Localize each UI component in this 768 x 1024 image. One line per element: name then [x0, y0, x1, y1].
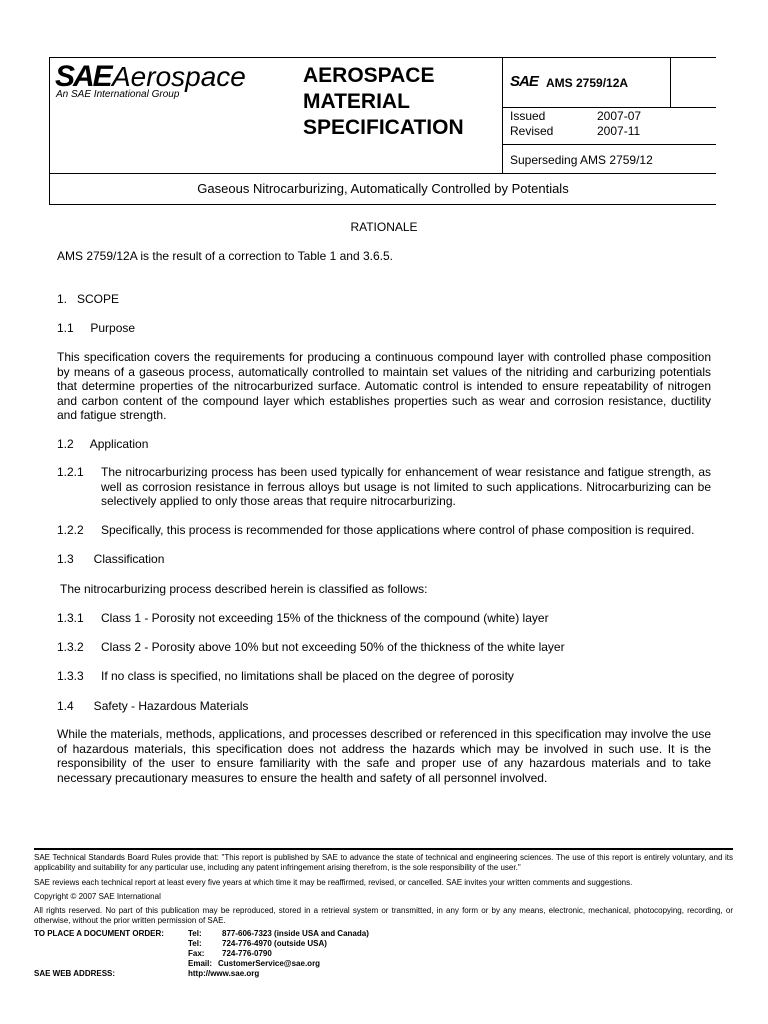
footer-rule: [34, 848, 733, 850]
aerospace-logo-text: Aerospace: [112, 61, 246, 92]
section-purpose-heading: 1.1 Purpose: [57, 321, 136, 335]
footer-copyright: Copyright © 2007 SAE International: [34, 892, 161, 901]
item-1-2-2-text: Specifically, this process is recommended for those applications where control of phase composition is required.: [101, 523, 695, 537]
title-line-2: MATERIAL: [303, 90, 410, 113]
item-1-3-1-text: Class 1 - Porosity not exceeding 15% of the thickness of the compound (white) layer: [101, 611, 549, 625]
web-label: SAE WEB ADDRESS:: [34, 969, 116, 978]
footer-rights-text: All rights reserved. No part of this publication may be reproduced, stored in a retrieval system or transmitted, in any form or by any means, electronic, mechanical, photocopying, recording, or otherwise, without the prior written permission of SAE.: [34, 906, 733, 925]
purpose-paragraph: This specification covers the requirements for producing a continuous compound layer with controlled phase composition by means of a gaseous process, automatically controlled to maintain set values of the nitriding and carburizing potentials that determine properties of the nitrocarburized surface. Automatic control is intended to ensure repeatability of nitrogen and carbon content of the compound layer which establishes properties such as wear and corrosion resistance, ductility and fatigue strength.: [57, 350, 711, 422]
header-border-bottom: [49, 204, 716, 205]
issued-value: 2007-07: [597, 109, 642, 123]
document-number: AMS 2759/12A: [546, 76, 629, 90]
item-1-2-2-number: 1.2.2: [57, 523, 84, 537]
order-label: TO PLACE A DOCUMENT ORDER:: [34, 929, 164, 938]
section-classification-heading: 1.3 Classification: [57, 552, 165, 566]
sae-mark-small: SAE: [510, 73, 538, 90]
item-1-3-2-number: 1.3.2: [57, 640, 84, 654]
email-link[interactable]: CustomerService@sae.org: [218, 959, 321, 968]
document-type-title: [303, 63, 493, 141]
title-line-1: AEROSPACE: [303, 64, 435, 87]
logo-subtitle: An SAE International Group: [56, 89, 180, 100]
item-1-3-3-number: 1.3.3: [57, 669, 84, 683]
header-border-middle: [49, 173, 716, 174]
safety-paragraph: While the materials, methods, applications, and processes described or referenced in this specification may involve the use of hazardous materials, this specification does not address the hazards which may be involved in such use. It is the responsibility of the user to ensure familiarity with the safe and proper use of any hazardous materials and to take necessary precautionary measures to ensure the health and safety of all personnel involved.: [57, 727, 711, 785]
footer-rules-text: SAE Technical Standards Board Rules provide that: "This report is published by SAE to advance the state of technical and engineering sciences. The use of this report is entirely voluntary, and its applicability and suitability for any particular use, including any patent infringement arising therefrom, is the sole responsibility of the user.": [34, 853, 733, 872]
header-divider-vertical: [502, 57, 503, 174]
sae-logo: SAE: [55, 60, 111, 93]
header-border-top: [49, 57, 716, 58]
title-line-3: SPECIFICATION: [303, 116, 464, 139]
header-divider-vertical-right: [670, 57, 671, 107]
fax-value: 724-776-0790: [222, 949, 272, 958]
revised-value: 2007-11: [597, 124, 641, 138]
item-1-3-1-number: 1.3.1: [57, 611, 84, 625]
issued-label: Issued: [510, 109, 546, 123]
tel2-label: Tel:: [188, 939, 202, 948]
item-1-2-1-number: 1.2.1: [57, 465, 84, 479]
web-link[interactable]: http://www.sae.org: [188, 969, 260, 978]
superseding-note: Superseding AMS 2759/12: [510, 153, 653, 167]
fax-label: Fax:: [188, 949, 205, 958]
item-1-3-2-text: Class 2 - Porosity above 10% but not exceeding 50% of the thickness of the white layer: [101, 640, 565, 654]
header-divider-dates: [502, 144, 716, 145]
tel1-value: 877-606-7323 (inside USA and Canada): [222, 929, 369, 938]
email-label: Email:: [188, 959, 213, 968]
tel1-label: Tel:: [188, 929, 202, 938]
item-1-2-1-text: The nitrocarburizing process has been used typically for enhancement of wear resistance and fatigue strength, as well as corrosion resistance in ferrous alloys but usage is not limited to such applications. Nitrocarburizing can be selectively applied to only those areas that require nitrocarburizing.: [101, 465, 711, 508]
rationale-heading: RATIONALE: [350, 220, 418, 234]
rationale-text: AMS 2759/12A is the result of a correction to Table 1 and 3.6.5.: [57, 249, 393, 263]
header-divider-docnum: [502, 107, 716, 108]
classification-intro: The nitrocarburizing process described herein is classified as follows:: [60, 582, 428, 596]
section-scope-heading: 1. SCOPE: [57, 292, 120, 306]
item-1-3-3-text: If no class is specified, no limitations shall be placed on the degree of porosity: [101, 669, 514, 683]
tel2-value: 724-776-4970 (outside USA): [222, 939, 327, 948]
footer-review-text: SAE reviews each technical report at least every five years at which time it may be reaffirmed, revised, or cancelled. SAE invites your written comments and suggestions.: [34, 878, 633, 887]
section-application-heading: 1.2 Application: [57, 437, 149, 451]
revised-label: Revised: [510, 124, 554, 138]
section-safety-heading: 1.4 Safety - Hazardous Materials: [57, 699, 249, 713]
document-title: Gaseous Nitrocarburizing, Automatically Controlled by Potentials: [197, 181, 569, 196]
